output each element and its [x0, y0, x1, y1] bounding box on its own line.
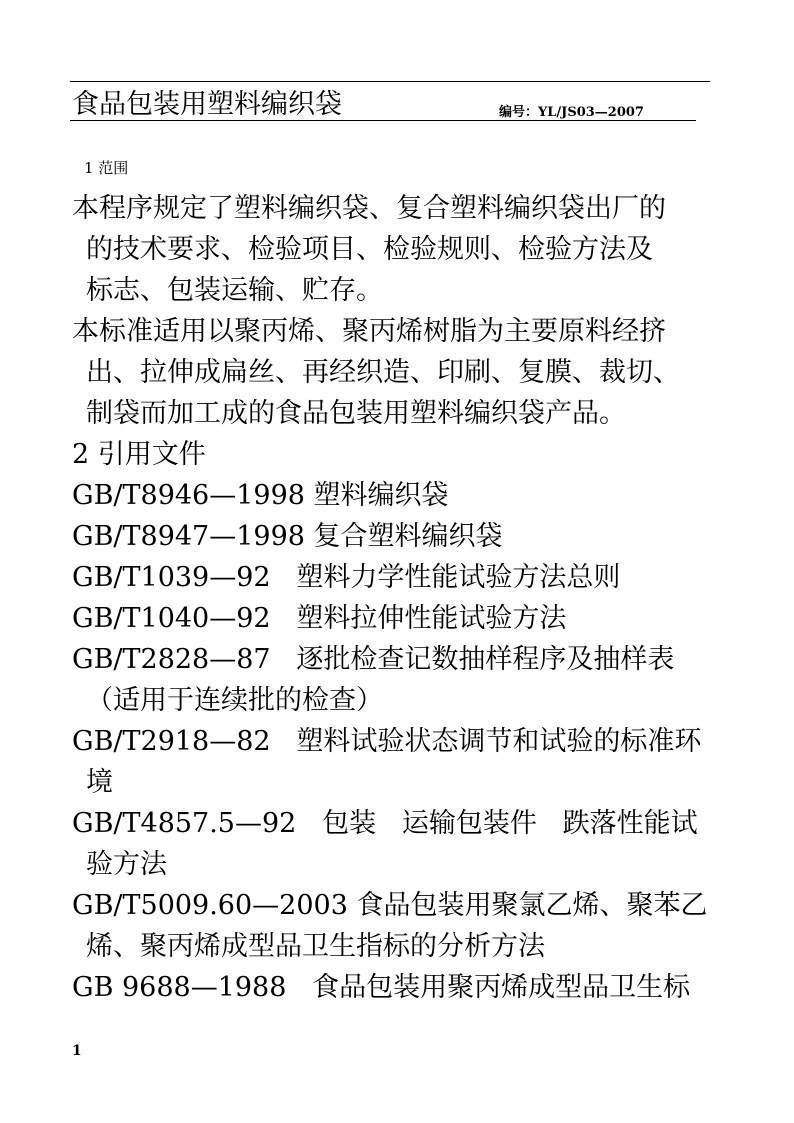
body-line: 制袋而加工成的食品包装用塑料编织袋产品。 — [86, 398, 626, 429]
document-body — [72, 188, 732, 1008]
document-code: 编号：YL/JS03—2007 — [499, 105, 644, 120]
reference-line: GB 9688—1988 食品包装用聚丙烯成型品卫生标 — [72, 972, 691, 1003]
body-line: 本程序规定了塑料编织袋、复合塑料编织袋出厂的 — [72, 193, 666, 224]
reference-line: GB/T1040—92 塑料拉伸性能试验方法 — [72, 603, 567, 634]
header-top-rule — [70, 81, 710, 82]
reference-line: 烯、聚丙烯成型品卫生指标的分析方法 — [86, 931, 545, 962]
reference-line: GB/T5009.60—2003 食品包装用聚氯乙烯、聚苯乙 — [72, 890, 708, 921]
document-title: 食品包装用塑料编织袋 — [72, 89, 342, 120]
body-line: 的技术要求、检验项目、检验规则、检验方法及 — [86, 234, 653, 265]
reference-line: （适用于连续批的检查） — [86, 685, 383, 716]
reference-line: GB/T8946—1998 塑料编织袋 — [72, 480, 449, 511]
reference-line: GB/T8947—1998 复合塑料编织袋 — [72, 521, 503, 552]
body-line: 出、拉伸成扁丝、再经织造、印刷、复膜、裁切、 — [86, 357, 680, 388]
reference-line: GB/T2918—82 塑料试验状态调节和试验的标准环 — [72, 726, 702, 757]
reference-line: GB/T1039—92 塑料力学性能试验方法总则 — [72, 562, 621, 593]
body-line: 标志、包装运输、贮存。 — [86, 275, 383, 306]
section-heading-references: 2 引用文件 — [72, 439, 206, 470]
reference-line: GB/T4857.5—92 包装 运输包装件 跌落性能试 — [72, 808, 698, 839]
page-number: 1 — [72, 1043, 82, 1059]
header-bottom-rule — [70, 120, 696, 121]
reference-line: 验方法 — [86, 849, 167, 880]
section-heading-scope: 1 范围 — [84, 159, 129, 177]
reference-line: 境 — [86, 767, 113, 798]
reference-line: GB/T2828—87 逐批检查记数抽样程序及抽样表 — [72, 644, 675, 675]
body-line: 本标准适用以聚丙烯、聚丙烯树脂为主要原料经挤 — [72, 316, 666, 347]
